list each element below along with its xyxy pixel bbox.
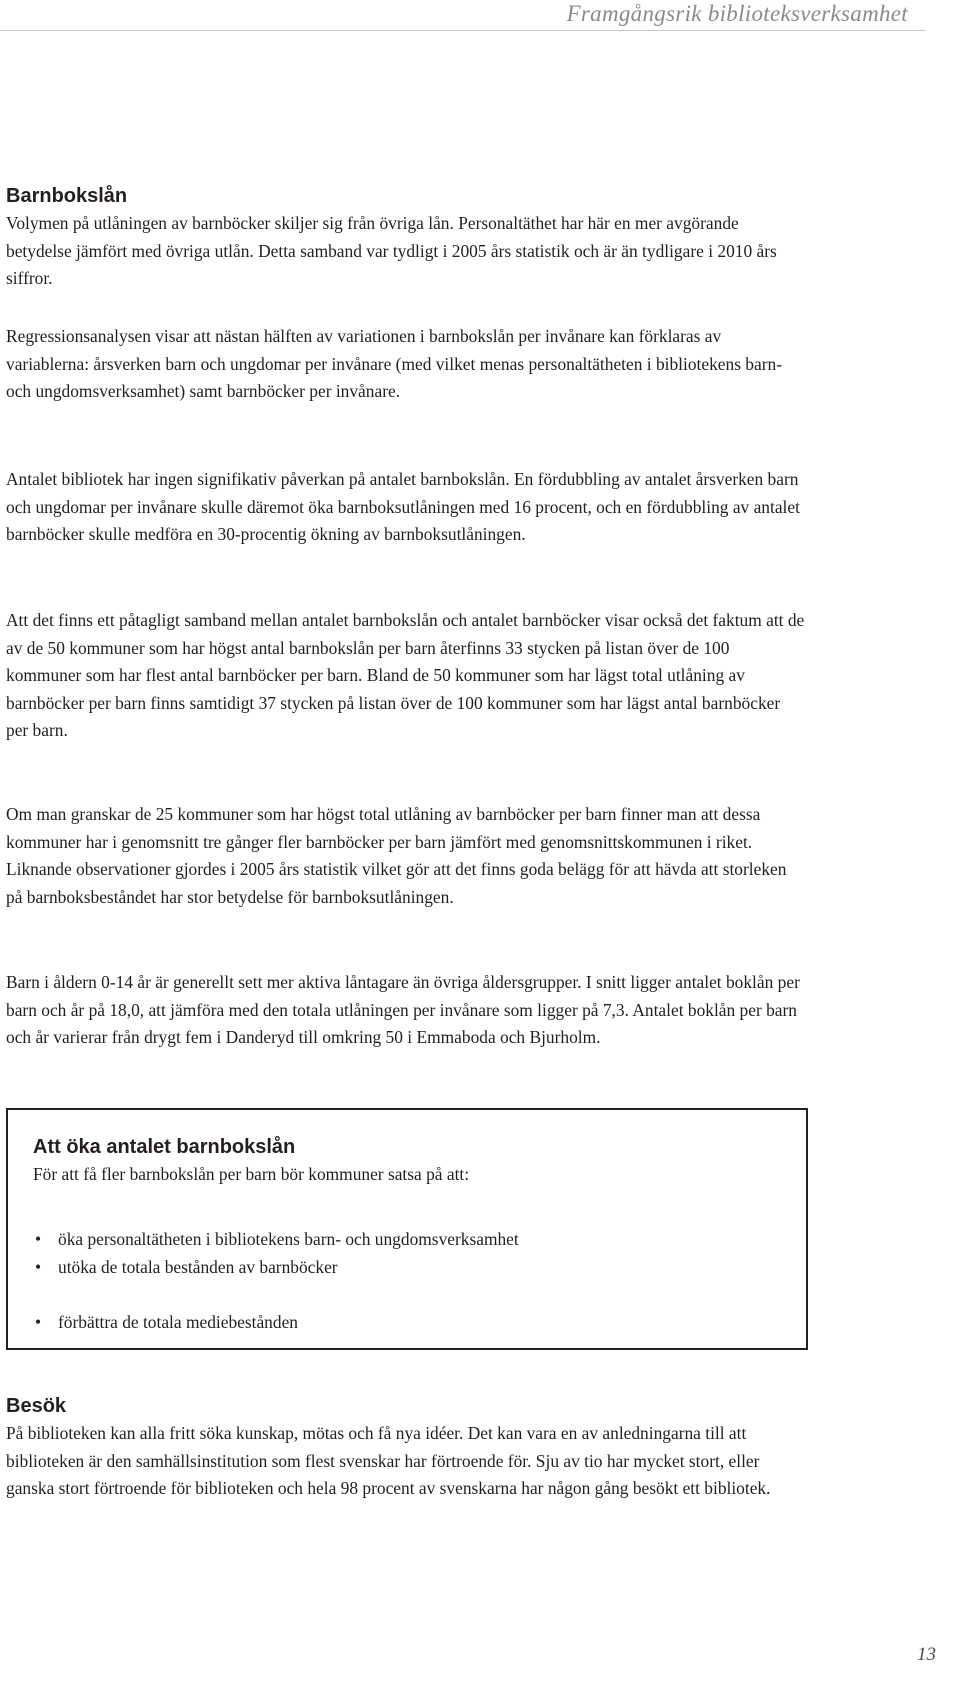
section-besok — [6, 1394, 806, 1503]
paragraph-regression-block — [6, 323, 806, 406]
bullet-icon: • — [35, 1256, 42, 1277]
bullet-icon: • — [35, 1229, 42, 1249]
list-item-text: utöka de totala bestånden av barnböcker — [58, 1256, 338, 1277]
paragraph-granskar: Om man granskar de 25 kommuner som har högst total utlåning av barnböcker per barn finner man att dessa kommuner har i genomsnitt tre gånger fler barnböcker per barn jämfört med genomsnittskommunen i riket. Liknande observationer gjordes i 2005 års statistik vilket gör att det finns goda belägg för att hävda att storleken på barnboksbeståndet har stor betydelse för barnboksutlåningen. — [6, 804, 787, 907]
paragraph-regression: Regressionsanalysen visar att nästan hälften av variationen i barnbokslån per invånare kan förklaras av variablerna: årsverken barn och ungdomar per invånare (med vilket menas personaltätheten i bibliotekens barn- och ungdomsverksamhet) samt barnböcker per invånare. — [6, 326, 782, 402]
recommendation-list — [33, 1226, 519, 1337]
box-heading: Att öka antalet barnbokslån — [33, 1136, 296, 1158]
paragraph-antalet: Antalet bibliotek har ingen signifikativ påverkan på antalet barnbokslån. En fördubbling av antalet årsverken barn och ungdomar per invånare skulle däremot öka barnboksutlåningen med 16 procent, och en fördubbling av antalet barnböcker skulle medföra en 30-procentig ökning av barnboksutlåningen. — [6, 469, 800, 545]
section-heading-barnbokslan: Barnbokslån — [6, 185, 128, 207]
list-item — [33, 1254, 519, 1282]
paragraph-samband-block — [6, 607, 806, 745]
paragraph-samband: Att det finns ett påtagligt samband mellan antalet barnbokslån och antalet barnböcker visar också det faktum att de av de 50 kommuner som har högst antal barnbokslån per barn återfinns 33 stycken på listan över de 100 kommuner som har flest antal barnböcker per barn. Bland de 50 kommuner som har lägst total utlåning av barnböcker per barn finns samtidigt 37 stycken på listan över de 100 kommuner som har lägst antal barnböcker per barn. — [6, 610, 805, 741]
paragraph-granskar-block — [6, 801, 806, 911]
page-number: 13 — [917, 1644, 936, 1665]
paragraph-antalet-block — [6, 466, 806, 549]
paragraph-besok: På biblioteken kan alla fritt söka kunskap, mötas och få nya idéer. Det kan vara en av anledningarna till att biblioteken är den samhällsinstitution som flest svenskar har förtroende för. Sju av tio har mycket stort, eller ganska stort förtroende för biblioteken och hela 98 procent av svenskarna har någon gång besökt ett bibliotek. — [6, 1423, 771, 1499]
section-heading-besok: Besök — [6, 1395, 67, 1417]
box-intro: För att få fler barnbokslån per barn bör kommuner satsa på att: — [33, 1164, 470, 1184]
running-header — [0, 0, 926, 31]
running-header-title: Framgångsrik biblioteksverksamhet — [566, 1, 908, 26]
list-item-text: förbättra de totala mediebestånden — [58, 1312, 298, 1333]
paragraph-volymen: Volymen på utlåningen av barnböcker skiljer sig från övriga lån. Personaltäthet har här en mer avgörande betydelse jämfört med övriga utlån. Detta samband var tydligt i 2005 års statistik och är än tydligare i 2010 års siffror. — [6, 213, 777, 289]
recommendation-box — [6, 1108, 808, 1350]
list-item-text: öka personaltätheten i bibliotekens barn- och ungdomsverksamhet — [58, 1229, 519, 1249]
paragraph-alder-block — [6, 969, 806, 1052]
paragraph-alder: Barn i åldern 0-14 år är generellt sett mer aktiva låntagare än övriga åldersgrupper. I snitt ligger antalet boklån per barn och år på 18,0, att jämföra med den totala utlåningen per invånare som ligger på 7,3. Antalet boklån per barn och år varierar från drygt fem i Danderyd till omkring 50 i Emmaboda och Bjurholm. — [6, 972, 800, 1048]
list-item — [33, 1309, 519, 1337]
section-barnbokslan — [6, 184, 806, 293]
bullet-icon: • — [35, 1312, 42, 1333]
list-item — [33, 1226, 519, 1254]
